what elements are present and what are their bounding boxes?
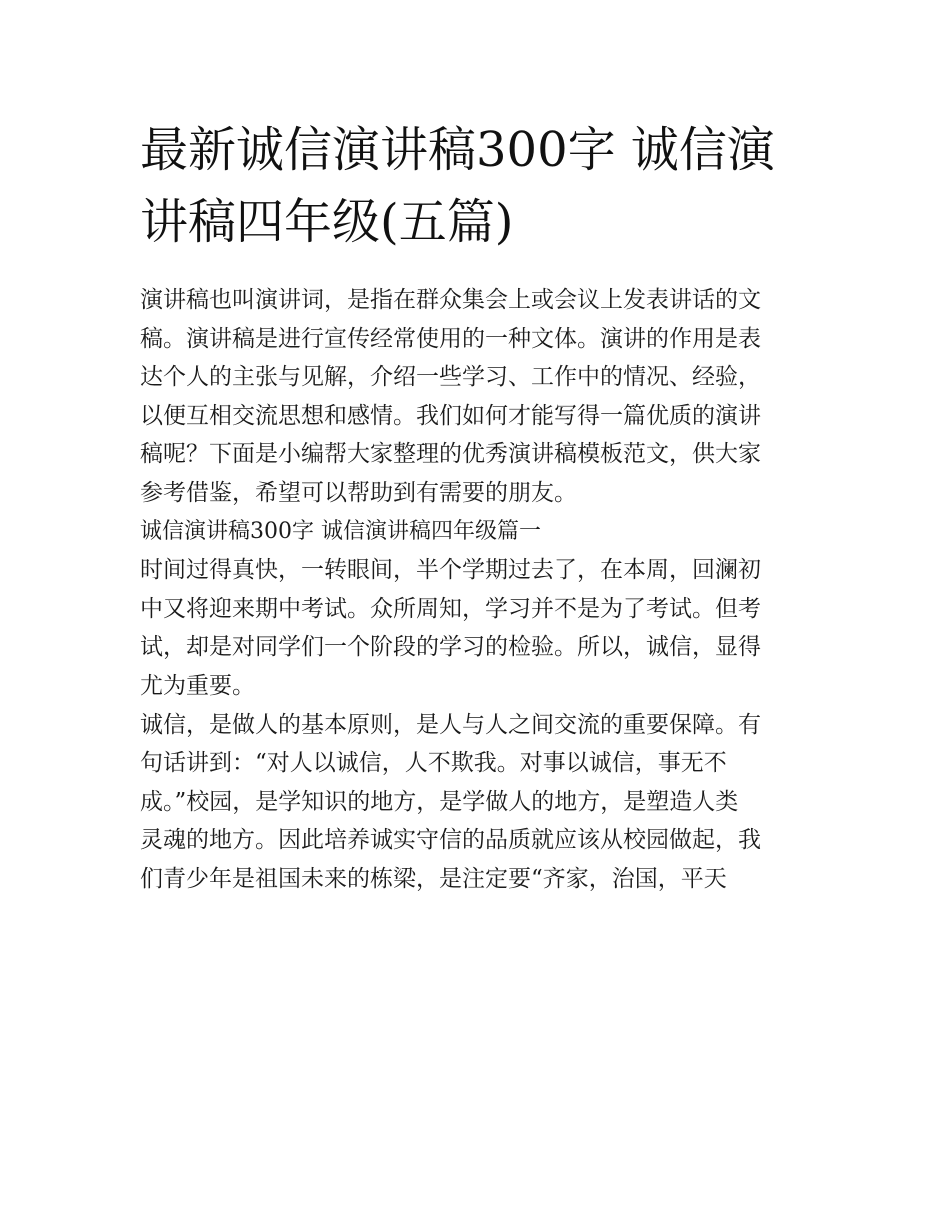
text-line: 试，却是对同学们一个阶段的学习的检验。所以，诚信，显得 bbox=[140, 634, 761, 661]
text-line: 诚信，是做人的基本原则，是人与人之间交流的重要保障。有 bbox=[140, 711, 761, 738]
body-paragraph bbox=[140, 551, 820, 705]
text-line: 以便互相交流思想和感情。我们如何才能写得一篇优质的演讲 bbox=[140, 402, 761, 429]
text-line: 尤为重要。 bbox=[140, 672, 255, 699]
text-line: 时间过得真快，一转眼间，半个学期过去了，在本周，回澜初 bbox=[140, 557, 761, 584]
intro-paragraph bbox=[140, 281, 820, 513]
text-line: 中又将迎来期中考试。众所周知，学习并不是为了考试。但考 bbox=[140, 595, 761, 622]
text-line: 灵魂的地方。因此培养诚实守信的品质就应该从校园做起，我 bbox=[140, 827, 761, 854]
body-paragraph bbox=[140, 706, 820, 899]
text-line: 稿。演讲稿是进行宣传经常使用的一种文体。演讲的作用是表 bbox=[140, 325, 761, 352]
text-line: 诚信演讲稿300字 诚信演讲稿四年级篇一 bbox=[140, 518, 541, 544]
title-line: 最新诚信演讲稿300字 诚信演 bbox=[140, 122, 775, 178]
document-title bbox=[140, 114, 820, 258]
text-line: 演讲稿也叫演讲词，是指在群众集会上或会议上发表讲话的文 bbox=[140, 287, 761, 313]
text-line: 成。”校园，是学知识的地方，是学做人的地方，是塑造人类 bbox=[140, 788, 739, 815]
text-line: 们青少年是祖国未来的栋梁，是注定要“齐家，治国，平天 bbox=[140, 865, 727, 892]
text-line: 稿呢？下面是小编帮大家整理的优秀演讲稿模板范文，供大家 bbox=[140, 441, 761, 468]
title-line: 讲稿四年级(五篇) bbox=[140, 194, 514, 250]
text-line: 参考借鉴，希望可以帮助到有需要的朋友。 bbox=[140, 479, 577, 506]
text-line: 达个人的主张与见解，介绍一些学习、工作中的情况、经验， bbox=[140, 364, 761, 391]
section-heading bbox=[140, 513, 820, 552]
document-body bbox=[140, 281, 820, 899]
text-line: 句话讲到：“对人以诚信，人不欺我。对事以诚信，事无不 bbox=[140, 750, 727, 777]
